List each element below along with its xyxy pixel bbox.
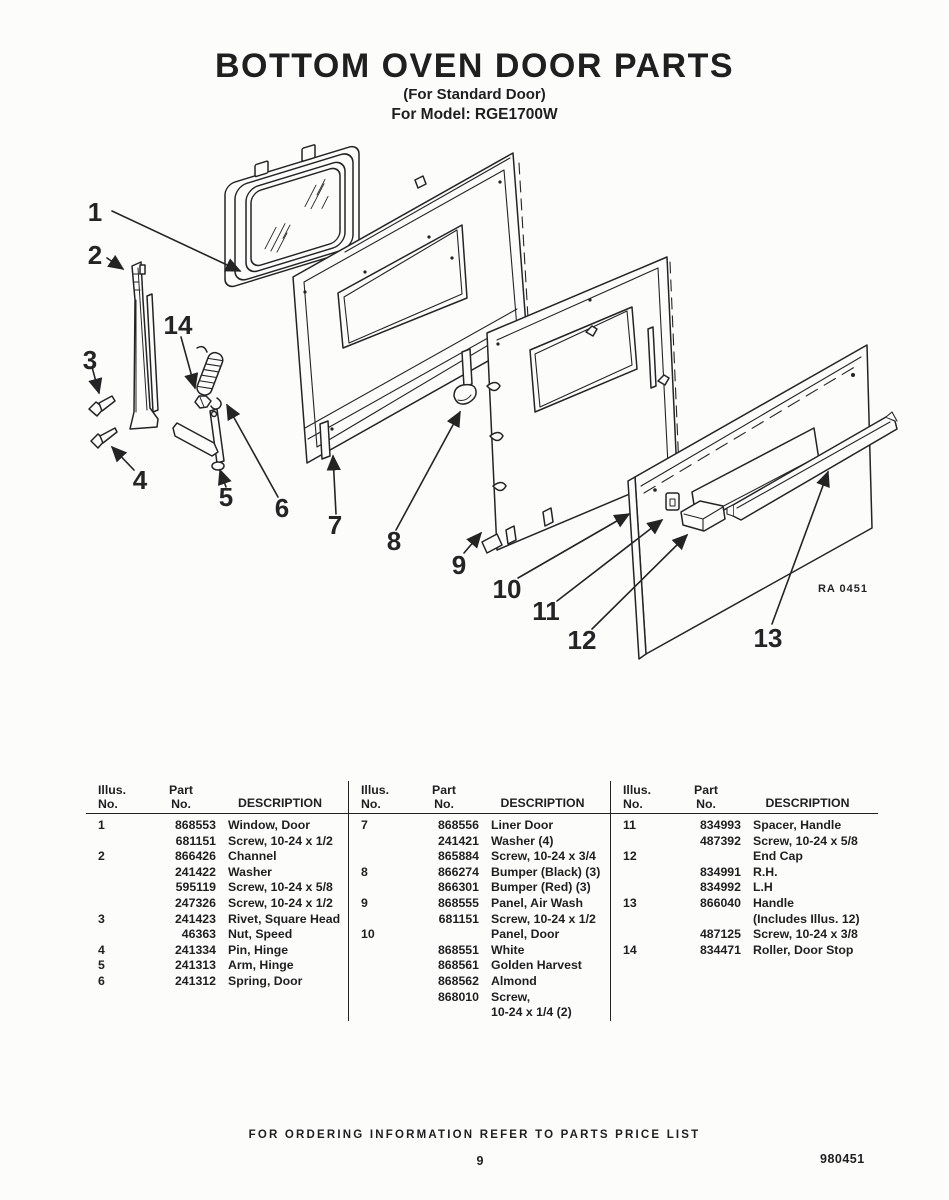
rivet-part (89, 396, 115, 416)
cell-illus (623, 865, 665, 881)
table-row (361, 990, 602, 1006)
cell-illus: 3 (98, 911, 105, 926)
table-row (361, 1005, 602, 1021)
table-row (361, 834, 602, 850)
table-row (98, 865, 340, 881)
cell-part: 241313 (174, 958, 216, 973)
cell-illus: 13 (623, 895, 637, 910)
header-part: Part (169, 783, 193, 797)
cell-desc: Roller, Door Stop (753, 942, 854, 957)
page-number: 9 (476, 1154, 484, 1168)
cell-part (671, 912, 741, 928)
cell-part: 868551 (437, 942, 479, 957)
table-body (611, 814, 878, 958)
door-stop-roller-part (195, 396, 211, 408)
callout-arrow-2 (107, 258, 123, 269)
table-row (361, 927, 602, 943)
cell-part: 241312 (174, 973, 216, 988)
cell-illus (361, 912, 403, 928)
cell-illus (361, 849, 403, 865)
cell-illus: 2 (98, 849, 105, 864)
ordering-note: FOR ORDERING INFORMATION REFER TO PARTS PRICE LIST (248, 1129, 701, 1141)
cell-illus (98, 834, 140, 850)
cell-desc: Screw, 10-24 x 3/8 (753, 927, 858, 942)
cell-part: 241421 (437, 833, 479, 848)
cell-part (671, 849, 741, 865)
table-row (98, 912, 340, 928)
cell-illus: 1 (98, 818, 105, 832)
cell-part: 681151 (175, 833, 216, 848)
table-row (361, 958, 602, 974)
table-row (361, 896, 602, 912)
table-row (98, 974, 340, 990)
header-illus-no: No. (361, 796, 381, 811)
hinge-arm-part (173, 409, 224, 470)
cell-illus (361, 834, 403, 850)
callout-label-11: 11 (532, 596, 560, 626)
cell-desc: Bumper (Black) (3) (491, 864, 601, 879)
header-part-no: No. (171, 796, 191, 811)
cell-illus (361, 974, 403, 990)
cell-illus (623, 834, 665, 850)
table-row (98, 834, 340, 850)
cell-illus: 14 (623, 942, 637, 957)
cell-illus: 11 (623, 818, 636, 832)
callout-label-14: 14 (163, 310, 193, 340)
cell-desc: Screw, 10-24 x 5/8 (228, 880, 333, 895)
pin-part (91, 428, 117, 448)
handle-spacer-part (666, 493, 679, 510)
cell-illus: 8 (361, 864, 368, 879)
cell-desc: Channel (228, 849, 277, 864)
callout-label-2: 2 (87, 240, 103, 270)
cell-desc: (Includes Illus. 12) (753, 911, 860, 926)
table-header (86, 781, 348, 814)
cell-part: 866301 (437, 880, 479, 895)
header-illus: Illus. (623, 783, 652, 797)
callout-label-10: 10 (492, 574, 522, 604)
table-row (361, 849, 602, 865)
header-illus: Illus. (361, 783, 390, 797)
callout-label-12: 12 (567, 625, 597, 655)
table-row (361, 943, 602, 959)
cell-illus (98, 880, 140, 896)
parts-table-column-1 (86, 781, 348, 1021)
cell-part: 681151 (438, 911, 479, 926)
cell-part: 241422 (174, 864, 216, 879)
table-row (623, 943, 870, 959)
callout-arrow-6 (227, 405, 278, 497)
cell-part: 866040 (699, 895, 741, 910)
cell-part: 834992 (699, 880, 741, 895)
parts-table (86, 781, 878, 1021)
cell-part: 868553 (174, 818, 216, 832)
cell-desc: Screw, (491, 989, 531, 1004)
cell-illus: 5 (98, 958, 105, 973)
callout-label-13: 13 (753, 623, 783, 653)
table-row (98, 943, 340, 959)
header-illus-no: No. (623, 796, 643, 811)
cell-illus (361, 943, 403, 959)
table-row (361, 818, 602, 834)
header-part-no: No. (696, 796, 716, 811)
header-illus-no: No. (98, 796, 118, 811)
cell-desc: R.H. (753, 864, 778, 879)
cell-desc: Screw, 10-24 x 1/2 (228, 895, 333, 910)
callout-arrow-14 (181, 337, 195, 388)
callout-label-5: 5 (218, 482, 234, 512)
cell-desc: Window, Door (228, 818, 311, 832)
cell-desc: Washer (228, 864, 272, 879)
cell-desc: White (491, 942, 525, 957)
cell-illus: 7 (361, 818, 368, 832)
cell-part: 834991 (699, 864, 741, 879)
cell-part: 46363 (181, 927, 216, 942)
cell-desc: Spacer, Handle (753, 818, 842, 832)
cell-desc: Screw, 10-24 x 1/2 (228, 833, 333, 848)
header-part: Part (432, 783, 456, 797)
callout-label-6: 6 (274, 493, 290, 523)
cell-illus (361, 1005, 403, 1021)
channel-part (130, 262, 158, 429)
cell-desc: L.H (753, 880, 773, 895)
table-row (623, 912, 870, 928)
table-row (623, 865, 870, 881)
cell-illus (98, 896, 140, 912)
parts-table-column-3 (610, 781, 878, 1021)
cell-part: 834471 (699, 942, 741, 957)
header-illus: Illus. (98, 783, 127, 797)
table-row (98, 958, 340, 974)
callout-label-4: 4 (132, 465, 148, 495)
table-row (98, 927, 340, 943)
cell-desc: Pin, Hinge (228, 942, 289, 957)
table-header (349, 781, 610, 814)
table-row (623, 896, 870, 912)
cell-illus (361, 958, 403, 974)
cell-part: 834993 (699, 818, 741, 832)
table-header (611, 781, 878, 814)
cell-desc: Handle (753, 895, 794, 910)
cell-part (409, 927, 479, 943)
cell-desc: Screw, 10-24 x 1/2 (491, 911, 596, 926)
table-body (86, 814, 348, 990)
cell-part: 866426 (174, 849, 216, 864)
table-row (623, 880, 870, 896)
callout-label-1: 1 (87, 197, 103, 227)
cell-part: 595119 (175, 880, 216, 895)
table-row (98, 849, 340, 865)
cell-part: 487392 (699, 833, 741, 848)
callout-label-8: 8 (386, 526, 402, 556)
callout-arrow-7 (333, 456, 336, 514)
cell-part: 868556 (437, 818, 479, 832)
cell-part: 868561 (437, 958, 479, 973)
cell-part: 241423 (174, 911, 216, 926)
table-row (98, 896, 340, 912)
cell-illus (623, 912, 665, 928)
callout-label-3: 3 (82, 345, 98, 375)
cell-desc: Bumper (Red) (3) (491, 880, 591, 895)
callout-arrow-9 (464, 533, 481, 553)
cell-desc: Washer (4) (491, 833, 554, 848)
page-subtitle: (For Standard Door) (403, 86, 546, 103)
cell-part: 247326 (174, 895, 216, 910)
callout-label-9: 9 (451, 550, 467, 580)
model-line: For Model: RGE1700W (391, 106, 558, 123)
cell-desc: Almond (491, 973, 537, 988)
table-row (98, 818, 340, 834)
callout-arrow-4 (112, 447, 134, 470)
callout-label-7: 7 (327, 510, 343, 540)
cell-illus (623, 880, 665, 896)
doc-number: 980451 (820, 1152, 865, 1166)
cell-part: 487125 (699, 927, 741, 942)
table-row (98, 880, 340, 896)
cell-illus: 12 (623, 849, 637, 864)
cell-part (409, 1005, 479, 1021)
cell-part: 868010 (437, 989, 479, 1004)
cell-desc: Spring, Door (228, 973, 303, 988)
cell-illus: 4 (98, 942, 105, 957)
cell-part: 241334 (174, 942, 216, 957)
page-title: BOTTOM OVEN DOOR PARTS (214, 47, 735, 85)
cell-illus (623, 927, 665, 943)
cell-desc: Screw, 10-24 x 3/4 (491, 849, 596, 864)
cell-desc: Rivet, Square Head (228, 911, 341, 926)
header-part-no: No. (434, 796, 454, 811)
cell-part: 865884 (437, 849, 479, 864)
table-row (361, 912, 602, 928)
cell-desc: Nut, Speed (228, 927, 293, 942)
table-row (623, 927, 870, 943)
cell-desc: Panel, Air Wash (491, 895, 584, 910)
cell-illus: 9 (361, 895, 368, 910)
cell-desc: End Cap (753, 849, 803, 864)
cell-part: 868555 (437, 895, 479, 910)
cell-desc: Arm, Hinge (228, 958, 294, 973)
cell-illus (361, 880, 403, 896)
cell-desc: Golden Harvest (491, 958, 582, 973)
cell-part: 868562 (437, 973, 479, 988)
cell-illus: 10 (361, 927, 375, 942)
header-description: DESCRIPTION (237, 796, 323, 810)
table-body (349, 814, 610, 1021)
table-row (623, 818, 870, 834)
cell-desc: 10-24 x 1/4 (2) (491, 1005, 572, 1020)
bumper-part (454, 385, 476, 404)
parts-table-column-2 (348, 781, 610, 1021)
diagram-ref-code: RA 0451 (817, 583, 869, 595)
callout-arrow-1 (112, 211, 240, 271)
header-description: DESCRIPTION (500, 796, 585, 810)
table-row (361, 974, 602, 990)
header-part: Part (694, 783, 718, 797)
table-row (623, 849, 870, 865)
cell-illus (98, 927, 140, 943)
callout-arrow-8 (396, 412, 460, 530)
table-row (623, 834, 870, 850)
table-row (361, 880, 602, 896)
cell-part: 866274 (437, 864, 479, 879)
cell-desc: Screw, 10-24 x 5/8 (753, 833, 858, 848)
cell-illus (361, 990, 403, 1006)
cell-desc: Liner Door (491, 818, 554, 832)
cell-illus (98, 865, 140, 881)
header-description: DESCRIPTION (765, 796, 850, 810)
cell-illus: 6 (98, 973, 105, 988)
table-row (361, 865, 602, 881)
cell-desc: Panel, Door (491, 927, 560, 942)
